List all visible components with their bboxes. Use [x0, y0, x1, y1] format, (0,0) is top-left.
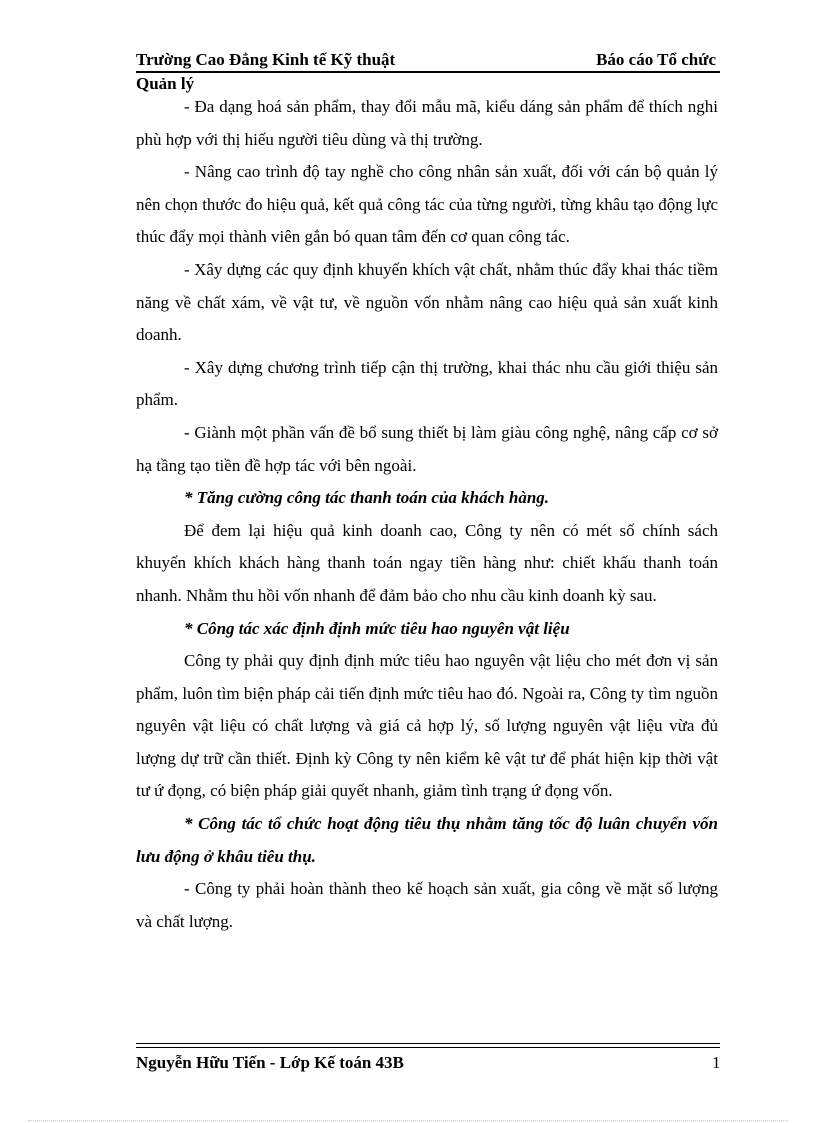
paragraph-market-access: - Xây dựng chương trình tiếp cận thị trường, khai thác nhu cầu giới thiệu sản phẩm.	[136, 357, 718, 410]
footer-author: Nguyễn Hữu Tiến - Lớp Kế toán 43B	[136, 1053, 404, 1072]
document-body	[136, 91, 718, 938]
paragraph-sales: - Công ty phải hoàn thành theo kế hoạch sản xuất, gia công về mặt số lượng và chất lượng.	[136, 879, 718, 931]
page-edge	[28, 1120, 788, 1121]
paragraph-materials: Công ty phải quy định định mức tiêu hao nguyên vật liệu cho mét đơn vị sản phẩm, luôn tìm biện pháp cải tiến định mức tiêu hao đó. Ngoài ra, Công ty tìm nguồn nguyên vật liệu có chất lượng và giá cả hợp lý, số lượng nguyên vật liệu vừa đủ lượng dự trữ cần thiết. Định kỳ Công ty nên kiểm kê vật tư để phát hiện kịp thời vật tư ứ đọng, có biện pháp giải quyết nhanh, giảm tình trạng ứ đọng vốn.	[136, 651, 718, 801]
header-school: Trường Cao Đẳng Kinh tế Kỹ thuật	[136, 50, 396, 69]
paragraph-skills: - Nâng cao trình độ tay nghề cho công nhân sản xuất, đối với cán bộ quản lý nên chọn thước đo hiệu quả, kết quả công tác của từng người, từng khâu tạo động lực thúc đẩy mọi thành viên gắn bó quan tâm đến cơ quan công tác.	[136, 162, 718, 247]
paragraph-diversify: - Đa dạng hoá sản phẩm, thay đổi mẫu mã, kiểu dáng sản phẩm để thích nghi phù hợp với thị hiếu người tiêu dùng và thị trường.	[136, 97, 718, 149]
paragraph-technology: - Giành một phần vấn đề bổ sung thiết bị làm giàu công nghệ, nâng cấp cơ sở hạ tầng tạo tiền đề hợp tác với bên ngoài.	[136, 422, 718, 475]
footer-divider-top	[136, 1043, 720, 1044]
page-number: 1	[712, 1053, 721, 1072]
header-report: Báo cáo Tổ chức	[596, 50, 716, 69]
heading-materials: * Công tác xác định định mức tiêu hao nguyên vật liệu	[184, 618, 570, 638]
footer-divider-bottom	[136, 1047, 720, 1048]
header-continuation: Quản lý	[136, 74, 195, 93]
paragraph-payment: Để đem lại hiệu quả kinh doanh cao, Công ty nên có mét số chính sách khuyến khích khách hàng thanh toán ngay tiền hàng như: chiết khấu thanh toán nhanh. Nhằm thu hồi vốn nhanh để đảm bảo cho nhu cầu kinh doanh kỳ sau.	[136, 520, 718, 605]
heading-sales: * Công tác tổ chức hoạt động tiêu thụ nhằm tăng tốc độ luân chuyển vốn lưu động ở khâu tiêu thụ.	[136, 814, 718, 866]
paragraph-incentives: - Xây dựng các quy định khuyến khích vật chất, nhằm thúc đẩy khai thác tiềm năng về chất xám, về vật tư, về nguồn vốn nhằm nâng cao hiệu quả sản xuất kinh doanh.	[136, 259, 718, 345]
heading-payment: * Tăng cường công tác thanh toán của khách hàng.	[184, 488, 550, 508]
header-divider	[136, 71, 720, 73]
